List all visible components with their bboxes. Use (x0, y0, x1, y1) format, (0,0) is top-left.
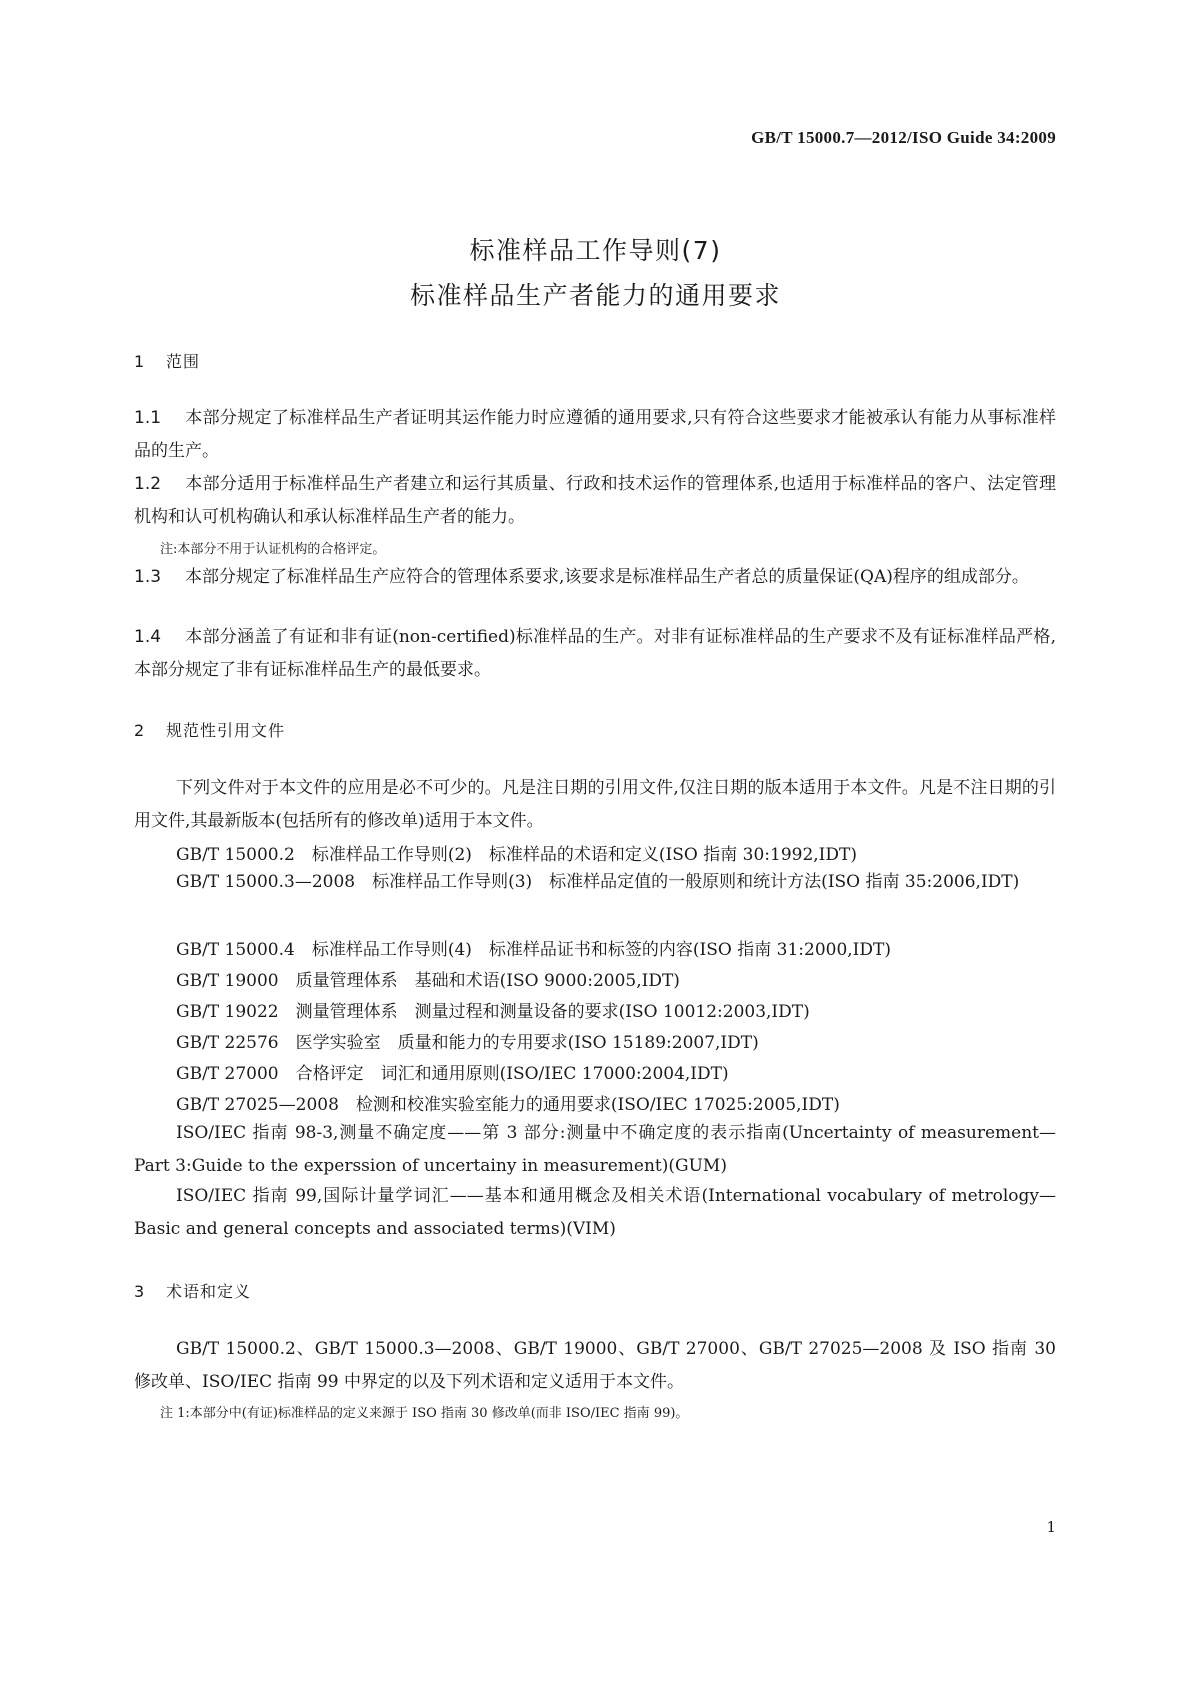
clause-1-2 (134, 468, 1056, 534)
normative-reference: GB/T 19000 质量管理体系 基础和术语(ISO 9000:2005,IDT) (176, 971, 680, 991)
section-1-heading (134, 349, 200, 372)
document-title-line1: 标准样品工作导则(7) (469, 236, 722, 265)
clause-number: 1.2 (134, 474, 162, 494)
clause-1-1 (134, 402, 1056, 468)
page-number: 1 (1046, 1518, 1056, 1536)
document-title-line2: 标准样品生产者能力的通用要求 (409, 281, 781, 310)
clause-text: 本部分规定了标准样品生产者证明其运作能力时应遵循的通用要求,只有符合这些要求才能被承认有能力从事标准样品的生产。 (134, 408, 1056, 461)
normative-reference: GB/T 27000 合格评定 词汇和通用原则(ISO/IEC 17000:2004,IDT) (176, 1064, 729, 1084)
clause-text: 本部分规定了标准样品生产应符合的管理体系要求,该要求是标准样品生产者总的质量保证(QA)程序的组成部分。 (185, 567, 1029, 587)
normative-reference: GB/T 22576 医学实验室 质量和能力的专用要求(ISO 15189:2007,IDT) (176, 1033, 759, 1053)
section-2-heading (134, 718, 285, 741)
section-number: 2 (134, 721, 146, 740)
section-number: 1 (134, 352, 146, 371)
normative-reference: GB/T 19022 测量管理体系 测量过程和测量设备的要求(ISO 10012:2003,IDT) (176, 1002, 810, 1022)
section-title: 术语和定义 (166, 1282, 252, 1301)
clause-number: 1.3 (134, 567, 162, 587)
normative-reference: GB/T 15000.2 标准样品工作导则(2) 标准样品的术语和定义(ISO 指南 30:1992,IDT) (176, 845, 858, 865)
section-3-heading (134, 1279, 251, 1302)
clause-1-4 (134, 621, 1056, 687)
section-title: 规范性引用文件 (166, 721, 286, 740)
section-number: 3 (134, 1282, 146, 1301)
section-title: 范围 (166, 352, 201, 371)
section-3-intro: GB/T 15000.2、GB/T 15000.3—2008、GB/T 19000、GB/T 27000、GB/T 27025—2008 及 ISO 指南 30 修改单、ISO/IEC 指南 99 中界定的以及下列术语和定义适用于本文件。 (134, 1339, 1056, 1392)
clause-text: 本部分涵盖了有证和非有证(non-certified)标准样品的生产。对非有证标准样品的生产要求不及有证标准样品严格,本部分规定了非有证标准样品生产的最低要求。 (134, 627, 1056, 680)
normative-reference: GB/T 15000.4 标准样品工作导则(4) 标准样品证书和标签的内容(ISO 指南 31:2000,IDT) (176, 940, 892, 960)
normative-reference: GB/T 15000.3—2008 标准样品工作导则(3) 标准样品定值的一般原则和统计方法(ISO 指南 35:2006,IDT) (176, 872, 1020, 892)
section-2-intro: 下列文件对于本文件的应用是必不可少的。凡是注日期的引用文件,仅注日期的版本适用于本文件。凡是不注日期的引用文件,其最新版本(包括所有的修改单)适用于本文件。 (134, 778, 1056, 831)
section-3-note: 注 1:本部分中(有证)标准样品的定义来源于 ISO 指南 30 修改单(而非 ISO/IEC 指南 99)。 (160, 1406, 689, 1421)
clause-1-3 (134, 561, 1056, 594)
normative-reference: ISO/IEC 指南 99,国际计量学词汇——基本和通用概念及相关术语(International vocabulary of metrology—Basic and general concepts and associated terms)(VIM) (134, 1186, 1056, 1239)
standard-code: GB/T 15000.7—2012/ISO Guide 34:2009 (751, 128, 1056, 147)
section-1-note: 注:本部分不用于认证机构的合格评定。 (160, 542, 386, 557)
clause-text: 本部分适用于标准样品生产者建立和运行其质量、行政和技术运作的管理体系,也适用于标准样品的客户、法定管理机构和认可机构确认和承认标准样品生产者的能力。 (134, 474, 1056, 527)
clause-number: 1.4 (134, 627, 162, 647)
normative-reference: GB/T 27025—2008 检测和校准实验室能力的通用要求(ISO/IEC 17025:2005,IDT) (176, 1095, 840, 1115)
normative-reference: ISO/IEC 指南 98-3,测量不确定度——第 3 部分:测量中不确定度的表示指南(Uncertainty of measurement—Part 3:Guide to the experssion of uncertainy in measurement)(GUM) (134, 1123, 1056, 1176)
clause-number: 1.1 (134, 408, 162, 428)
